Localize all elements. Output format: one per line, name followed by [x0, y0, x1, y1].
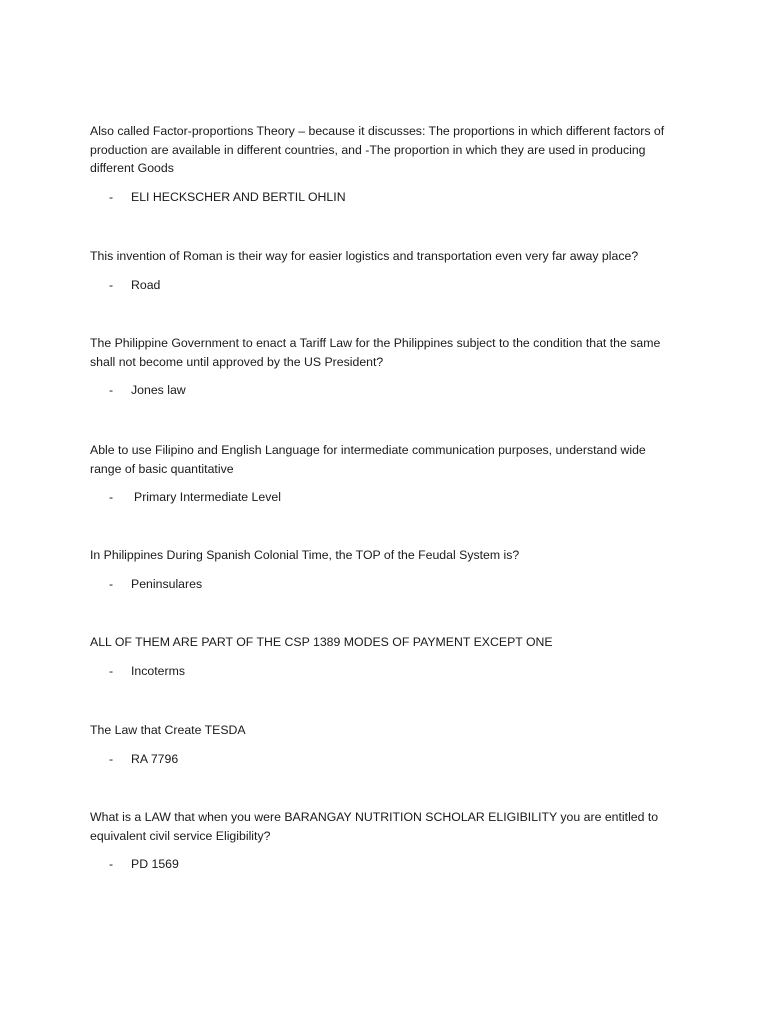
qa-item: [90, 546, 680, 593]
answer-bullet: [90, 381, 680, 399]
answer-text: Primary Intermediate Level: [134, 490, 281, 505]
bullet-dash: -: [109, 189, 114, 204]
answer-text: Incoterms: [131, 663, 185, 678]
qa-item: [90, 633, 680, 680]
answer-text: Jones law: [131, 383, 186, 398]
answer-text: ELI HECKSCHER AND BERTIL OHLIN: [131, 189, 346, 204]
answer-bullet: [90, 855, 680, 873]
answer-bullet: [90, 750, 680, 768]
question-text: Able to use Filipino and English Language for intermediate communication purposes, understand wide range of basic quantitative: [90, 443, 646, 476]
question-text: In Philippines During Spanish Colonial Time, the TOP of the Feudal System is?: [90, 548, 520, 562]
qa-item: [90, 808, 680, 873]
answer-bullet: [90, 188, 680, 206]
answer-bullet: [90, 575, 680, 593]
bullet-dash: -: [109, 857, 114, 872]
bullet-dash: -: [109, 277, 114, 292]
bullet-dash: -: [109, 576, 114, 591]
qa-item: [90, 247, 680, 294]
bullet-dash: -: [109, 663, 114, 678]
qa-item: [90, 122, 680, 206]
answer-text: Road: [131, 277, 161, 292]
qa-item: [90, 721, 680, 768]
answer-bullet: [90, 488, 680, 506]
question-text: The Philippine Government to enact a Tariff Law for the Philippines subject to the condition that the same shall not become until approved by the US President?: [90, 336, 661, 369]
bullet-dash: -: [109, 751, 114, 766]
answer-text: RA 7796: [131, 751, 179, 766]
answer-text: PD 1569: [131, 857, 179, 872]
bullet-dash: -: [109, 490, 114, 505]
answer-text: Peninsulares: [131, 576, 203, 591]
answer-bullet: [90, 276, 680, 294]
qa-item: [90, 441, 680, 506]
answer-bullet: [90, 662, 680, 680]
qa-item: [90, 334, 680, 399]
question-text: The Law that Create TESDA: [90, 723, 246, 737]
question-text: ALL OF THEM ARE PART OF THE CSP 1389 MODES OF PAYMENT EXCEPT ONE: [90, 635, 553, 649]
bullet-dash: -: [109, 383, 114, 398]
question-text: This invention of Roman is their way for easier logistics and transportation even very far away place?: [90, 249, 639, 263]
question-text: Also called Factor-proportions Theory – because it discusses: The proportions in which different factors of production are available in different countries, and -The proportion in which they are used in producing different Goods: [90, 124, 665, 176]
question-text: What is a LAW that when you were BARANGAY NUTRITION SCHOLAR ELIGIBILITY you are entitled to equivalent civil service Eligibility?: [90, 810, 659, 843]
